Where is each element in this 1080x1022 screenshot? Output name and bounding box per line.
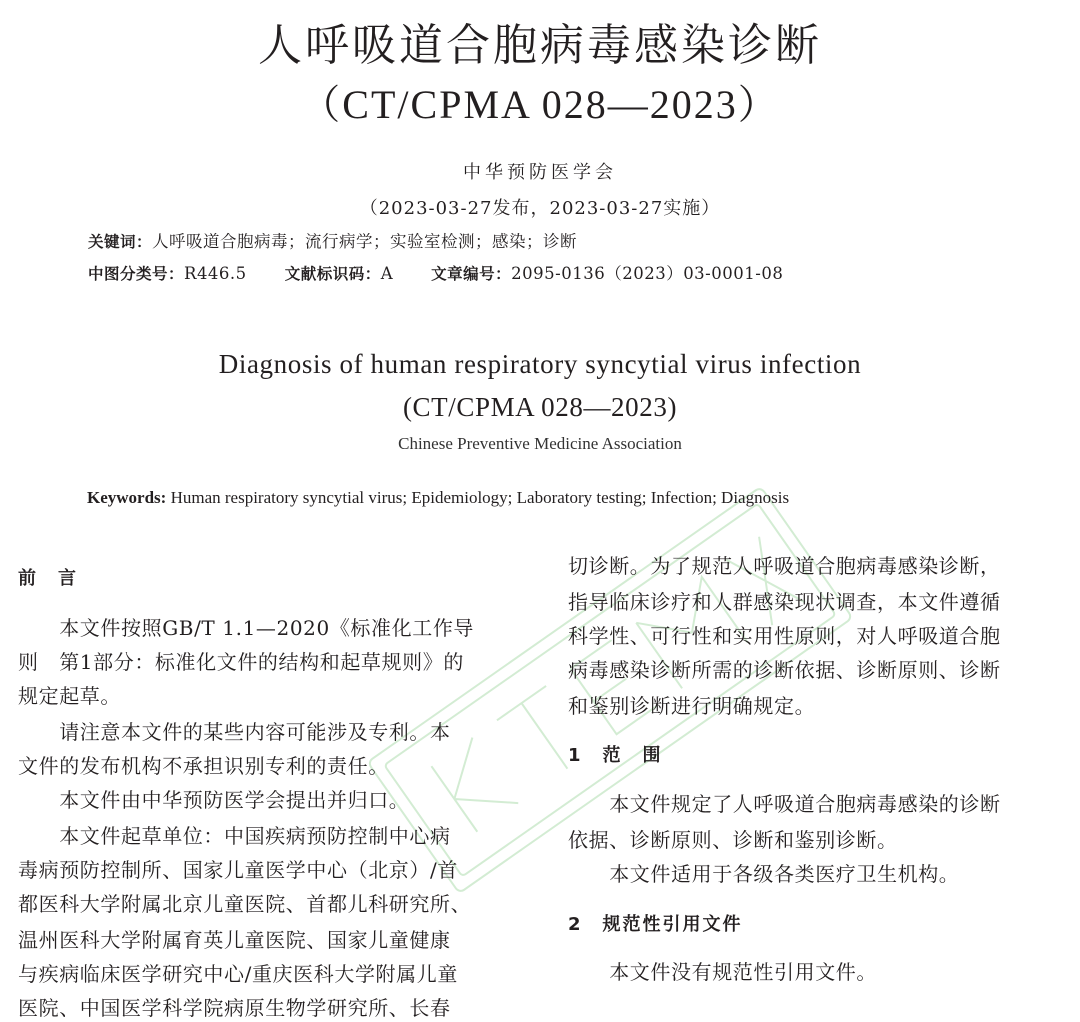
paragraph-line: 与疾病临床医学研究中心/重庆医科大学附属儿童: [18, 962, 458, 986]
english-standard-code: (CT/CPMA 028—2023): [402, 392, 678, 422]
paragraph-line: 温州医科大学附属育英儿童医院、国家儿童健康: [18, 928, 451, 952]
paragraph-line: 则 第1部分：标准化文件的结构和起草规则》的: [18, 650, 464, 674]
paragraph-line: 病毒感染诊断所需的诊断依据、诊断原则、诊断: [568, 658, 1001, 682]
publish-dates: （2023-03-27发布，2023-03-27实施）: [359, 198, 721, 219]
english-organization: Chinese Preventive Medicine Association: [398, 434, 682, 453]
standard-code: （CT/CPMA 028—2023）: [300, 82, 780, 127]
paragraph-line: 和鉴别诊断进行明确规定。: [568, 694, 816, 718]
paragraph-line: 本文件按照GB/T 1.1—2020《标准化工作导: [18, 616, 475, 640]
paragraph-line: 本文件适用于各级各类医疗卫生机构。: [568, 862, 960, 886]
paragraph-line: 依据、诊断原则、诊断和鉴别诊断。: [568, 828, 898, 852]
keywords-english-label: Keywords:: [87, 488, 167, 507]
article-no-label: 文章编号：: [431, 265, 512, 283]
article-no-value: 2095-0136（2023）03-0001-08: [511, 264, 784, 283]
keywords-chinese: [88, 230, 577, 254]
clc-label: 中图分类号：: [88, 265, 185, 283]
title-chinese: 人呼吸道合胞病毒感染诊断: [258, 20, 822, 71]
paragraph-line: 请注意本文件的某些内容可能涉及专利。本: [18, 720, 451, 744]
doc-code-label: 文献标识码：: [284, 265, 381, 283]
keywords-label: 关键词：: [88, 233, 153, 251]
paragraph-line: 切诊断。为了规范人呼吸道合胞病毒感染诊断，: [568, 554, 1001, 578]
doc-code-value: A: [380, 264, 394, 283]
foreword-heading: 前 言: [18, 568, 78, 589]
keywords-english: [87, 486, 789, 510]
paragraph-line: 都医科大学附属北京儿童医院、首都儿科研究所、: [18, 892, 472, 916]
paragraph-line: 医院、中国医学科学院病原生物学研究所、长春: [18, 996, 451, 1020]
keywords-text: 人呼吸道合胞病毒；流行病学；实验室检测；感染；诊断: [152, 232, 578, 251]
paragraph-line: 本文件没有规范性引用文件。: [568, 960, 877, 984]
section-scope-heading: 1 范 围: [568, 745, 663, 766]
paragraph-line: 本文件由中华预防医学会提出并归口。: [18, 788, 410, 812]
classification-row: [88, 262, 783, 286]
keywords-english-text: Human respiratory syncytial virus; Epidemiology; Laboratory testing; Infection; Diagnosis: [170, 488, 790, 507]
paragraph-line: 本文件起草单位：中国疾病预防控制中心病: [18, 824, 451, 848]
paragraph-line: 文件的发布机构不承担识别专利的责任。: [18, 754, 389, 778]
english-title: Diagnosis of human respiratory syncytial virus infection: [218, 349, 862, 379]
paragraph-line: 科学性、可行性和实用性原则，对人呼吸道合胞: [568, 624, 1001, 648]
paragraph-line: 本文件规定了人呼吸道合胞病毒感染的诊断: [568, 792, 1001, 816]
paragraph-line: 规定起草。: [18, 684, 121, 708]
issuer: 中华预防医学会: [463, 162, 617, 183]
paragraph-line: 指导临床诊疗和人群感染现状调查，本文件遵循: [568, 590, 1001, 614]
clc-value: R446.5: [184, 264, 247, 283]
paragraph-line: 毒病预防控制所、国家儿童医学中心（北京）/首: [18, 858, 458, 882]
section-references-heading: 2 规范性引用文件: [568, 914, 743, 935]
